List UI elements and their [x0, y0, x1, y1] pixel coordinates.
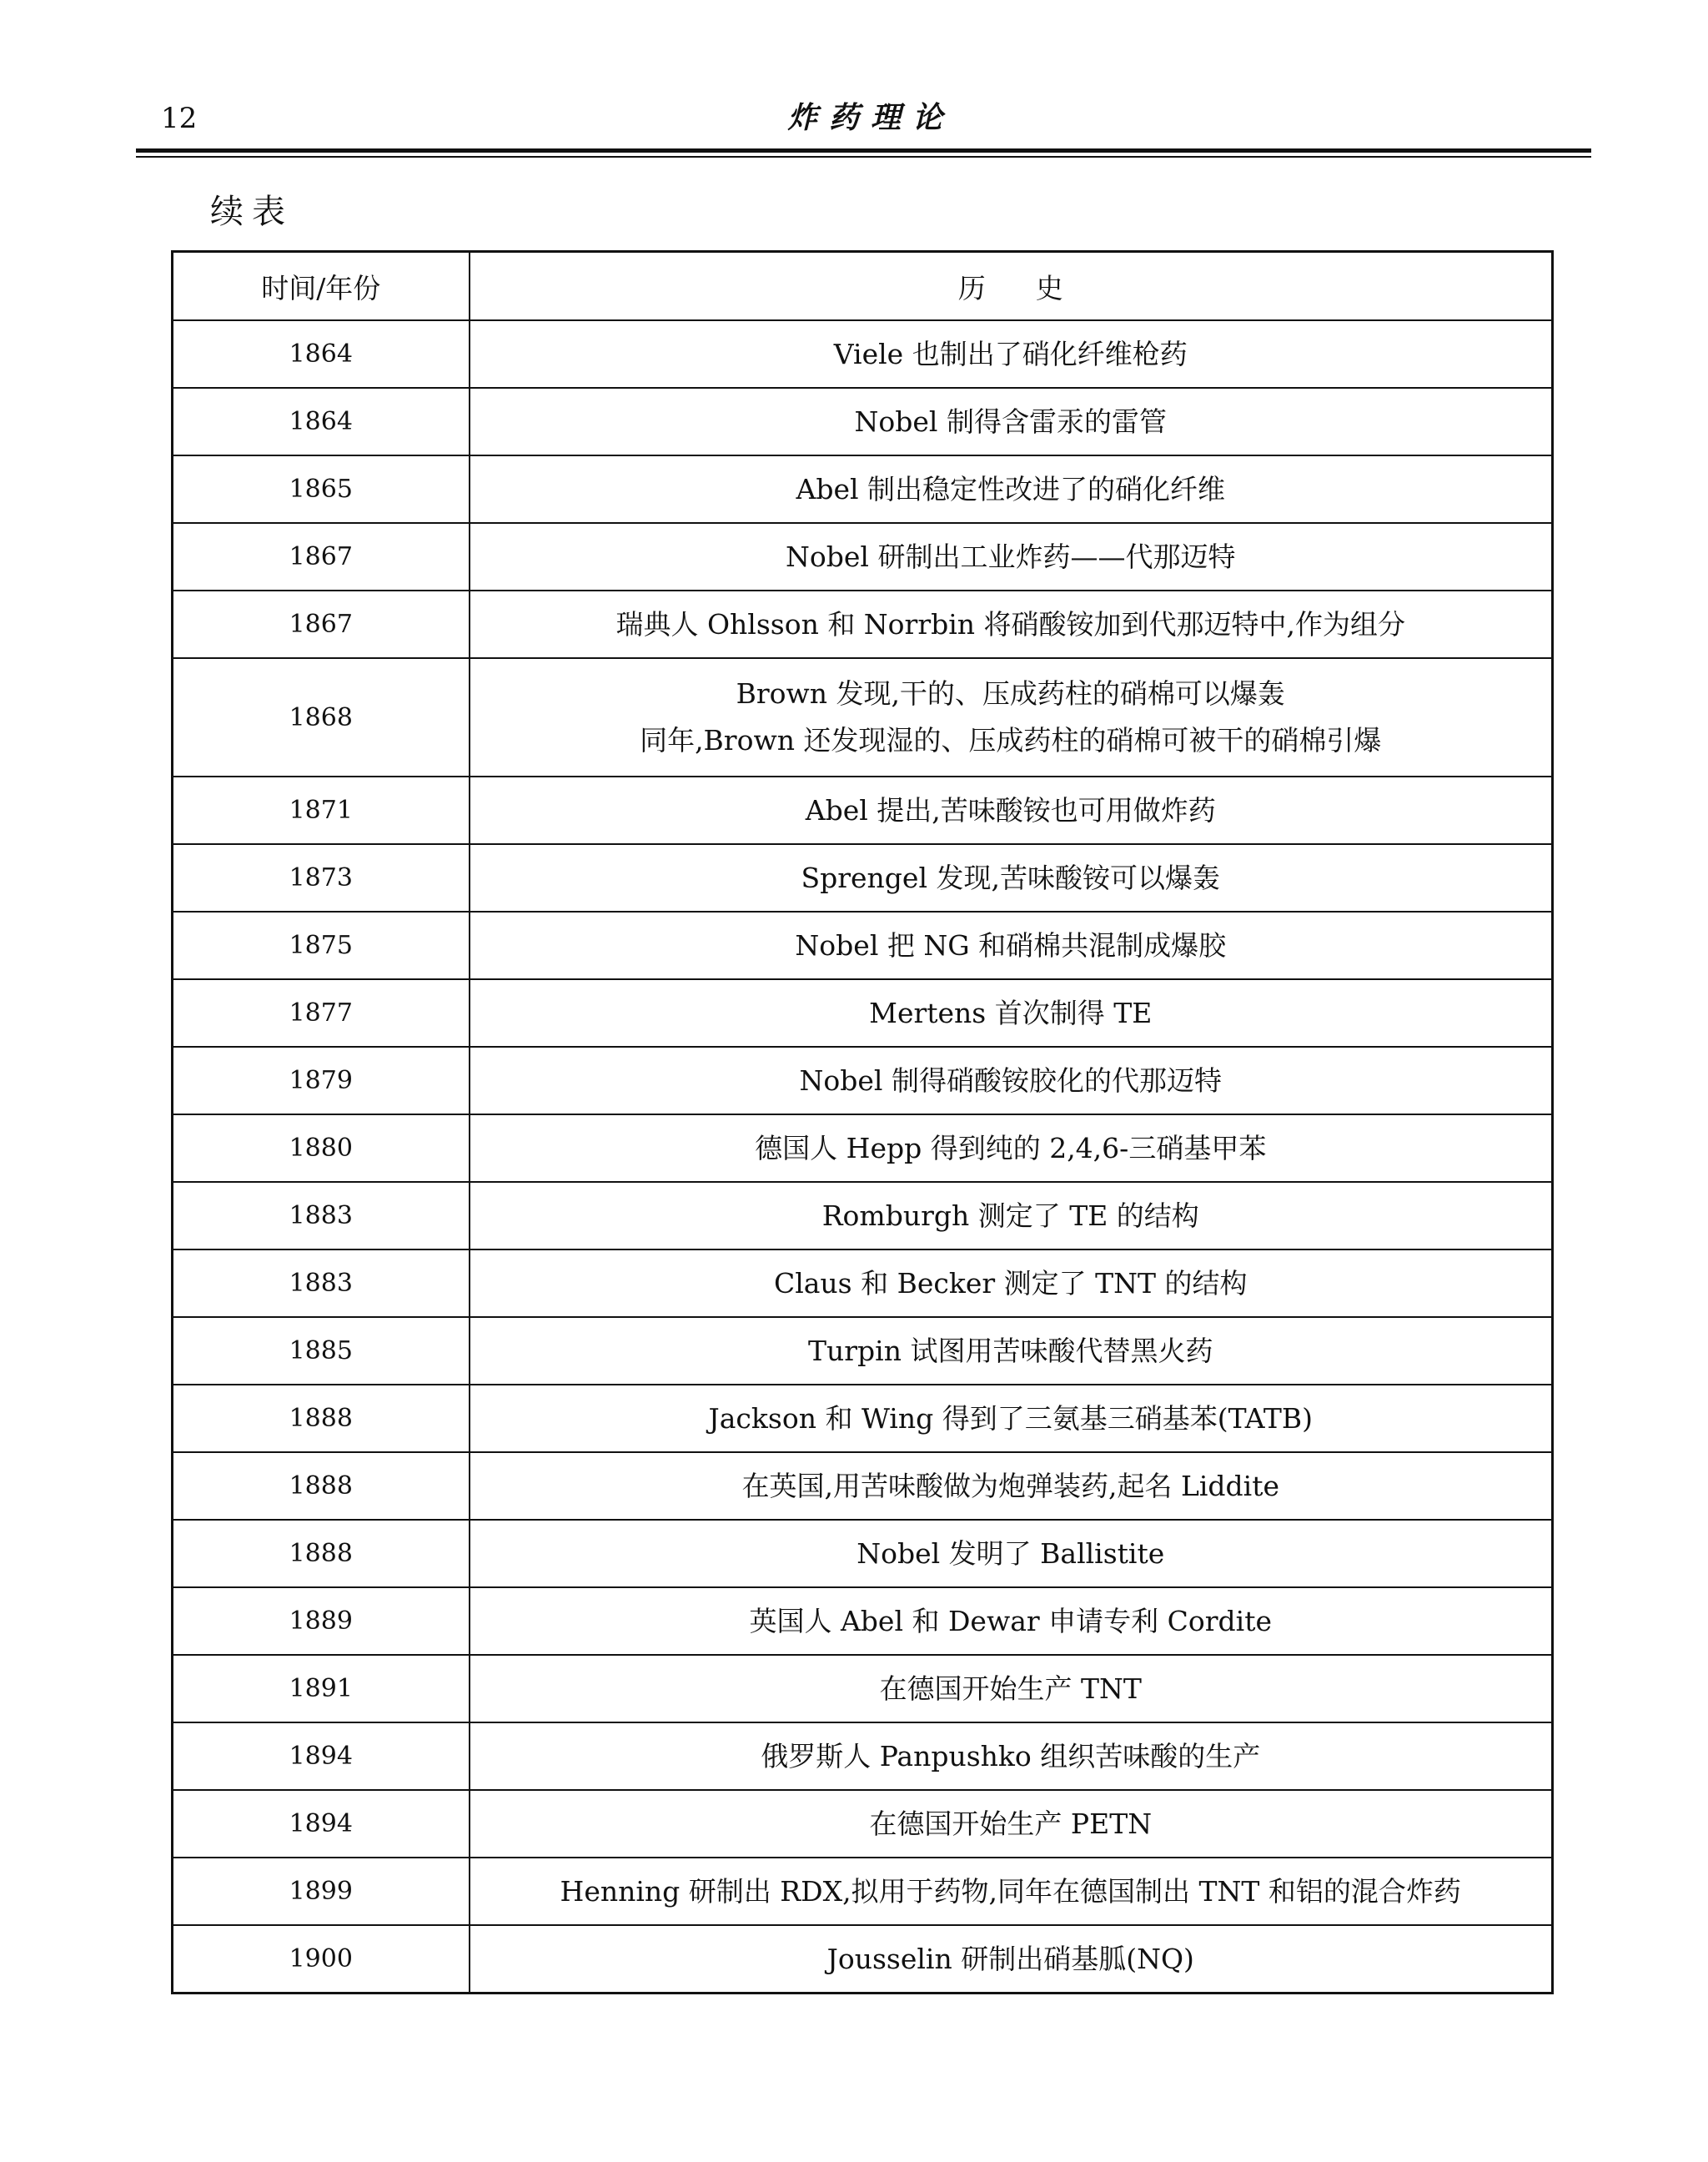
event-text: 德国人 Hepp 得到纯的 2,4,6-三硝基甲苯 [755, 1131, 1267, 1164]
table-row [173, 1655, 1553, 1722]
table-row [173, 1790, 1553, 1858]
event-text: Sprengel 发现,苦味酸铵可以爆轰 [801, 861, 1220, 894]
year-cell: 1888 [173, 1520, 470, 1587]
event-text: Nobel 研制出工业炸药——代那迈特 [786, 540, 1236, 573]
column-header-year: 时间/年份 [173, 252, 470, 321]
year-cell: 1888 [173, 1385, 470, 1452]
table-row [173, 658, 1553, 777]
year-cell: 1864 [173, 388, 470, 455]
event-text: 在德国开始生产 TNT [879, 1672, 1142, 1705]
year-cell: 1899 [173, 1858, 470, 1925]
year-cell: 1867 [173, 523, 470, 591]
event-text: Viele 也制出了硝化纤维枪药 [833, 337, 1188, 370]
table-body [173, 320, 1553, 1994]
event-text: 俄罗斯人 Panpushko 组织苦味酸的生产 [761, 1739, 1261, 1772]
table-row [173, 1587, 1553, 1655]
year-cell: 1900 [173, 1925, 470, 1994]
year-cell: 1873 [173, 844, 470, 912]
event-cell [470, 1047, 1553, 1114]
event-cell [470, 1182, 1553, 1249]
event-text: Brown 发现,干的、压成药柱的硝棉可以爆轰 [736, 677, 1285, 710]
event-cell [470, 1587, 1553, 1655]
event-cell [470, 1925, 1553, 1994]
year-cell: 1883 [173, 1249, 470, 1317]
year-cell: 1865 [173, 455, 470, 523]
page-number: 12 [161, 102, 198, 135]
year-cell: 1894 [173, 1790, 470, 1858]
event-text: 同年,Brown 还发现湿的、压成药柱的硝棉可被干的硝棉引爆 [640, 724, 1382, 757]
table-row [173, 1249, 1553, 1317]
event-text: Nobel 制得含雷汞的雷管 [854, 405, 1167, 438]
event-cell [470, 455, 1553, 523]
year-cell: 1875 [173, 912, 470, 979]
event-cell [470, 1385, 1553, 1452]
year-cell: 1867 [173, 591, 470, 658]
year-cell: 1868 [173, 658, 470, 777]
event-text: Henning 研制出 RDX,拟用于药物,同年在德国制出 TNT 和铝的混合炸药 [560, 1874, 1461, 1908]
event-cell [470, 658, 1553, 777]
event-cell [470, 1722, 1553, 1790]
year-cell: 1880 [173, 1114, 470, 1182]
table-row [173, 455, 1553, 523]
event-text: Romburgh 测定了 TE 的结构 [821, 1199, 1199, 1232]
table-row [173, 1182, 1553, 1249]
table-row [173, 979, 1553, 1047]
event-cell [470, 979, 1553, 1047]
event-text: Abel 制出稳定性改进了的硝化纤维 [796, 472, 1226, 505]
table-row [173, 1385, 1553, 1452]
table-row [173, 1925, 1553, 1994]
table-row [173, 912, 1553, 979]
year-cell: 1888 [173, 1452, 470, 1520]
event-cell [470, 777, 1553, 844]
table-row [173, 777, 1553, 844]
event-cell [470, 388, 1553, 455]
event-cell [470, 844, 1553, 912]
year-cell: 1894 [173, 1722, 470, 1790]
column-header-history [470, 252, 1553, 321]
year-cell: 1889 [173, 1587, 470, 1655]
event-text: Nobel 制得硝酸铵胶化的代那迈特 [799, 1063, 1222, 1097]
year-cell: 1877 [173, 979, 470, 1047]
table-row [173, 1722, 1553, 1790]
table-row [173, 320, 1553, 388]
event-cell [470, 320, 1553, 388]
year-cell: 1891 [173, 1655, 470, 1722]
event-cell [470, 1317, 1553, 1385]
event-cell [470, 1452, 1553, 1520]
year-cell: 1885 [173, 1317, 470, 1385]
event-cell [470, 523, 1553, 591]
event-text: 瑞典人 Ohlsson 和 Norrbin 将硝酸铵加到代那迈特中,作为组分 [615, 607, 1406, 641]
event-text: 在英国,用苦味酸做为炮弹装药,起名 Liddite [741, 1469, 1280, 1502]
event-text: Nobel 把 NG 和硝棉共混制成爆胶 [795, 928, 1227, 962]
header-rule-thin [136, 156, 1591, 158]
event-cell [470, 1790, 1553, 1858]
event-cell [470, 1249, 1553, 1317]
event-cell [470, 1520, 1553, 1587]
table-row [173, 1452, 1553, 1520]
event-cell [470, 1655, 1553, 1722]
table-row [173, 1520, 1553, 1587]
event-cell [470, 1858, 1553, 1925]
table-row [173, 1317, 1553, 1385]
event-cell [470, 912, 1553, 979]
history-table [171, 250, 1554, 1994]
table-header-row [173, 252, 1553, 321]
event-text: Claus 和 Becker 测定了 TNT 的结构 [773, 1266, 1248, 1300]
event-cell [470, 1114, 1553, 1182]
event-text: 在德国开始生产 PETN [869, 1807, 1153, 1840]
table-row [173, 844, 1553, 912]
header-rule-thick [136, 148, 1591, 153]
table-row [173, 1047, 1553, 1114]
year-cell: 1871 [173, 777, 470, 844]
table-row [173, 1858, 1553, 1925]
continued-table-label: 续表 [210, 193, 294, 231]
event-text: Turpin 试图用苦味酸代替黑火药 [808, 1334, 1213, 1367]
event-text: Jousselin 研制出硝基胍(NQ) [826, 1942, 1194, 1975]
event-text: Nobel 发明了 Ballistite [857, 1536, 1165, 1570]
table-row [173, 523, 1553, 591]
event-text: Jackson 和 Wing 得到了三氨基三硝基苯(TATB) [708, 1401, 1313, 1435]
running-title: 炸药理论 [786, 100, 954, 135]
event-text: Mertens 首次制得 TE [869, 996, 1153, 1029]
year-cell: 1883 [173, 1182, 470, 1249]
event-text: Abel 提出,苦味酸铵也可用做炸药 [805, 793, 1216, 827]
table-row [173, 1114, 1553, 1182]
event-text: 英国人 Abel 和 Dewar 申请专利 Cordite [749, 1604, 1273, 1637]
column-header-history-label: 历史 [957, 271, 1113, 304]
year-cell: 1879 [173, 1047, 470, 1114]
year-cell: 1864 [173, 320, 470, 388]
event-cell [470, 591, 1553, 658]
table-row [173, 591, 1553, 658]
table-row [173, 388, 1553, 455]
